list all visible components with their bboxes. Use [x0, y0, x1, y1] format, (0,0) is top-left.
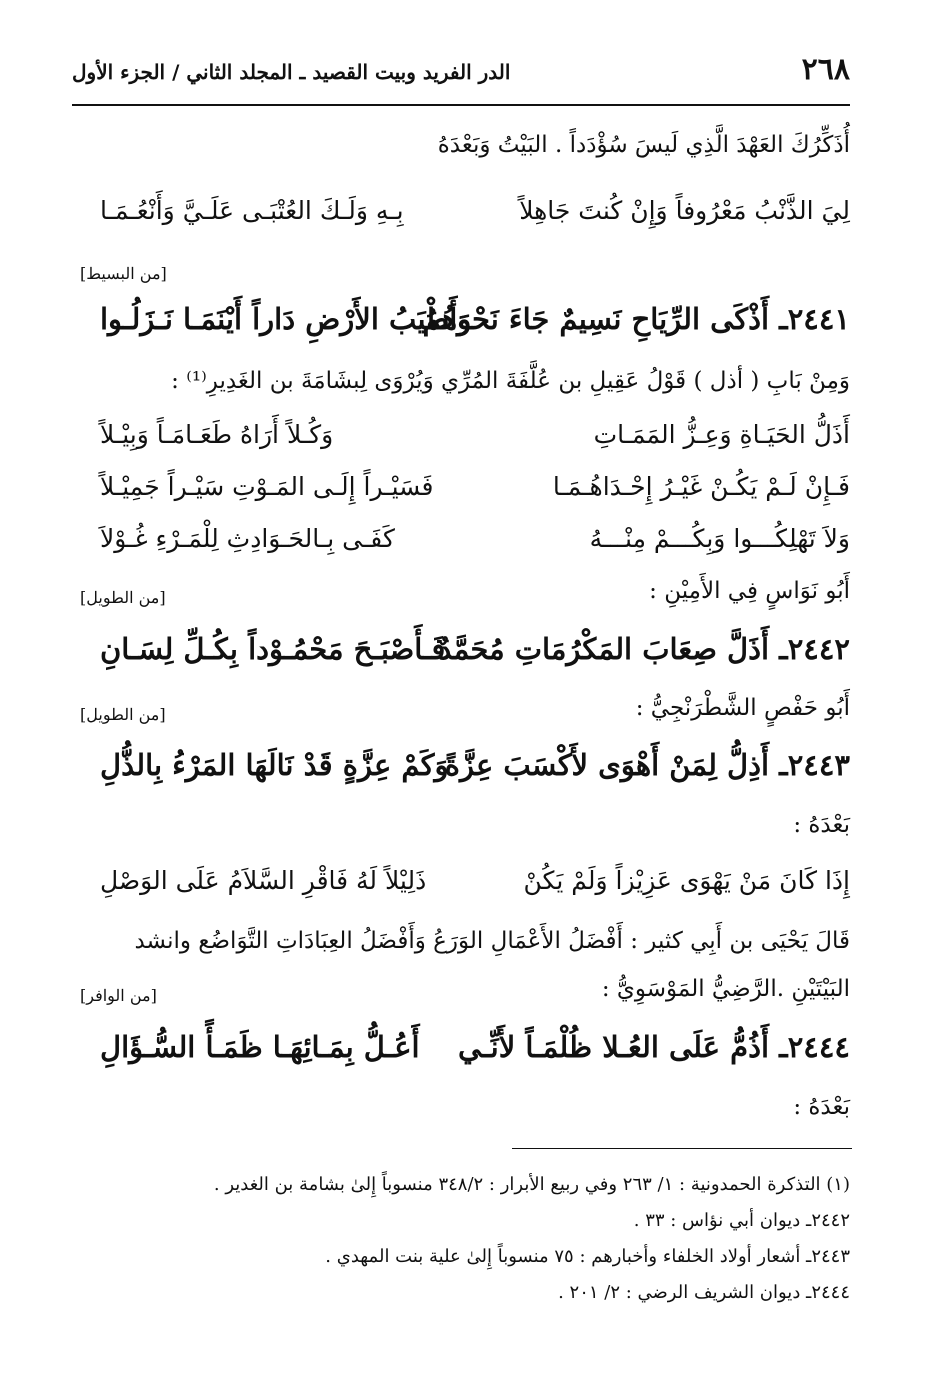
- verse-first-hemistich: لِيَ الذَّنْبُ مَعْرُوفاً وَإِنْ كُنتَ جَاهِلاً: [519, 196, 850, 225]
- verse-2442: [100, 632, 850, 682]
- verse-2443: [100, 748, 850, 798]
- verse-first-hemistich: وَلاَ تَهْلِكُـــوا وَبِكُـــمْ مِنْـــهُ: [589, 524, 850, 553]
- verse-second-hemistich: بِـهِ وَلَـكَ العُتْبَـى عَلَـيَّ وَأَنْعُـمَـا: [100, 196, 404, 225]
- intro-line: أُذَكِّرُكَ العَهْدَ الَّذِي لَيسَ سُؤْدَداً . البَيْتُ وَبَعْدَهُ: [437, 132, 850, 158]
- footnote-rule: [512, 1148, 852, 1149]
- verse-first-hemistich: فَـإِنْ لَـمْ يَكُـنْ غَيْـرُ إِحْـدَاهُـمَـا: [552, 472, 850, 501]
- verse-second-hemistich: وَأَطْيَبُ الأَرْضِ دَاراً أَيْنَمَـا نَـزَلُـوا: [100, 302, 472, 336]
- footnote: ٢٤٤٤ـ ديوان الشريف الرضي : ٢/ ٢٠١ .: [558, 1282, 850, 1303]
- footnote: ٢٤٤٣ـ أشعار أولاد الخلفاء وأخبارهم : ٧٥ منسوباً إِلىٰ علية بنت المهدي .: [325, 1246, 850, 1267]
- meter-label: [من الطويل]: [80, 705, 166, 724]
- continuation-label: بَعْدَهُ :: [793, 1094, 850, 1120]
- poet-attribution: أَبُو حَفْصٍ الشَّطْرَنْجِيُّ :: [635, 695, 850, 721]
- verse-first-hemistich: ٢٤٤١ـ أَذْكَى الرِّيَاحِ نَسِيمٌ جَاءَ نَحْوَهُمُ: [422, 302, 850, 336]
- continuation-label: بَعْدَهُ :: [793, 812, 850, 838]
- verse: [100, 472, 850, 522]
- verse: [100, 420, 850, 470]
- prose-paragraph-continued: البَيْتَيْنِ .الرَّضِيُّ المَوْسَوِيُّ :: [601, 976, 850, 1002]
- verse-first-hemistich: أَذَلُّ الحَيَـاةِ وَعِـزُّ المَمَـاتِ: [593, 420, 850, 449]
- poet-attribution: أَبُو نَوَاسٍ فِي الأَمِيْنِ :: [649, 578, 850, 604]
- footnote: ٢٤٤٢ـ ديوان أبي نؤاس : ٣٣ .: [633, 1210, 850, 1231]
- verse-second-hemistich: وَكَمْ عِزَّةٍ قَدْ نَالَهَا المَرْءُ بِالذُّلِ: [100, 748, 449, 782]
- verse-second-hemistich: أَعُـلُّ بِمَـائِهَـا ظَمَـأً السُّـؤَالِ: [100, 1030, 420, 1064]
- verse-first-hemistich: إِذَا كَانَ مَنْ يَهْوَى عَزِيْزاً وَلَمْ يَكُنْ: [523, 866, 850, 895]
- header-rule: [72, 104, 850, 106]
- meter-label: [من الوافر]: [80, 986, 157, 1005]
- verse-first-hemistich: ٢٤٤٣ـ أَذِلُّ لِمَنْ أَهْوَى لأَكْسَبَ عِزَّةً: [444, 748, 850, 782]
- prose-paragraph: وَمِنْ بَابِ ( أذل ) قَوْلُ عَقِيلِ بن عُلَّفَةَ المُرِّي وَيُرْوَى لِبشَامَةَ بن الغَدِيرِ⁽¹⁾ :: [171, 368, 850, 394]
- verse-2441: [100, 302, 850, 352]
- page-number: ٢٦٨: [801, 52, 850, 87]
- verse-second-hemistich: وَكُـلاً أَرَاهُ طَعَـامَـاً وَبِيْـلاً: [100, 420, 334, 449]
- verse-second-hemistich: ذَلِيْلاً لَهُ فَاقْرِ السَّلاَمُ عَلَى الوَصْلِ: [100, 866, 427, 895]
- meter-label: [من الطويل]: [80, 588, 166, 607]
- verse-first-hemistich: ٢٤٤٢ـ أَذَلَّ صِعَابَ المَكْرُمَاتِ مُحَمَّدٌ: [438, 632, 850, 666]
- prose-paragraph: قَالَ يَحْيَى بن أَبِي كثير : أَفْضَلُ الأَعْمَالِ الوَرَعُ وَأَفْضَلُ العِبَادَاتِ التَّوَاضُع وانشد: [134, 928, 850, 954]
- running-header: [72, 52, 850, 98]
- footnote: (١) التذكرة الحمدونية : ١/ ٢٦٣ وفي ربيع الأبرار : ٣٤٨/٢ منسوباً إِلىٰ بشامة بن الغدير .: [213, 1174, 850, 1195]
- verse-second-hemistich: كَفَـى بِـالحَـوَادِثِ لِلْمَـرْءِ غُـوْلاَ: [100, 524, 395, 553]
- verse: [100, 196, 850, 246]
- verse: [100, 866, 850, 916]
- verse-second-hemistich: فَسَيْـراً إِلَـى المَـوْتِ سَيْـراً جَمِيْـلاً: [100, 472, 434, 501]
- verse: [100, 524, 850, 574]
- verse-2444: [100, 1030, 850, 1080]
- meter-label: [من البسيط]: [80, 264, 167, 283]
- running-title: الدر الفريد وبيت القصيد ـ المجلد الثاني / الجزء الأول: [72, 60, 511, 84]
- verse-second-hemistich: فَـأَصْبَـحَ مَحْمُـوْداً بِكُـلِّ لِسَـانِ: [100, 632, 446, 666]
- verse-first-hemistich: ٢٤٤٤ـ أَذُمُّ عَلَى العُـلا ظُلْمَـاً لأَنِّـي: [457, 1030, 850, 1064]
